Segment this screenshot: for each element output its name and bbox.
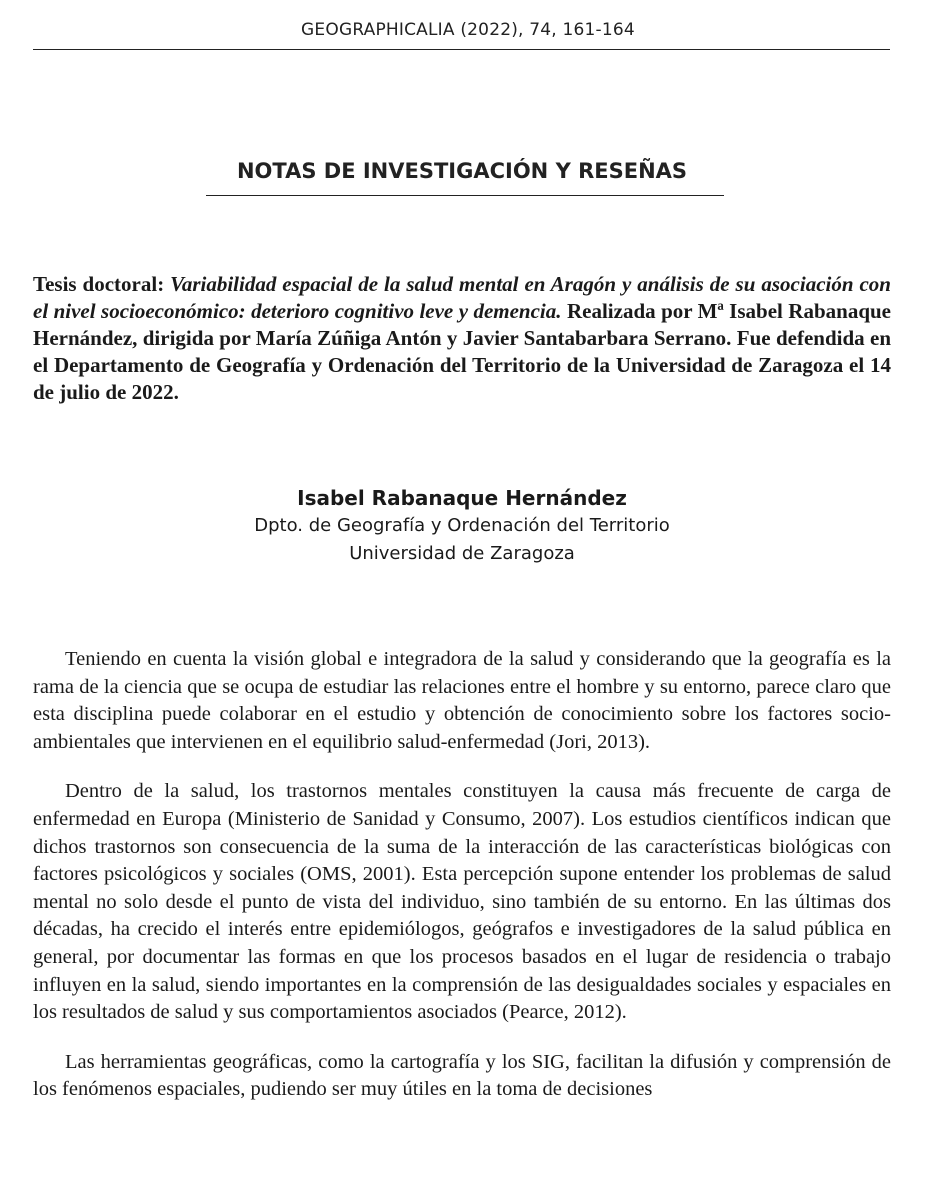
body-text: [33, 646, 891, 1126]
thesis-description: [33, 271, 891, 406]
section-title: NOTAS DE INVESTIGACIÓN Y RESEÑAS: [236, 159, 688, 183]
author-block: [0, 484, 924, 568]
header-rule: [33, 49, 890, 50]
paragraph-3: Las herramientas geográficas, como la cartografía y los SIG, facilitan la difusión y comprensión de los fenómenos espaciales, pudiendo ser muy útiles en la toma de decisiones: [33, 1050, 891, 1101]
thesis-details: Realizada por Mª Isabel Rabanaque Hernández, dirigida por María Zúñiga Antón y Javier Santabarbara Serrano. Fue defendida en el Departamento de Geografía y Ordenación del Territorio de la Universidad de Zaragoza el 14 de julio de 2022.: [33, 299, 892, 404]
author-university: Universidad de Zaragoza: [349, 543, 575, 564]
author-department: Dpto. de Geografía y Ordenación del Territorio: [254, 515, 670, 536]
author-name: Isabel Rabanaque Hernández: [297, 486, 627, 510]
thesis-title: Variabilidad espacial de la salud mental en Aragón y análisis de su asociación con el nivel socioeconómico: deterioro cognitivo leve y demencia.: [33, 272, 891, 323]
paragraph-1: Teniendo en cuenta la visión global e integradora de la salud y considerando que la geografía es la rama de la ciencia que se ocupa de estudiar las relaciones entre el hombre y su entorno, parece claro que esta disciplina puede colaborar en el estudio y obtención de conocimiento sobre los factores socio-ambientales que intervienen en el equilibrio salud-enfermedad (Jori, 2013).: [33, 648, 891, 753]
paragraph-2: Dentro de la salud, los trastornos mentales constituyen la causa más frecuente de carga de enfermedad en Europa (Ministerio de Sanidad y Consumo, 2007). Los estudios científicos indican que dichos trastornos son consecuencia de la suma de la interacción de las características biológicas con factores psicológicos y sociales (OMS, 2001). Esta percepción supone entender los problemas de salud mental no solo desde el punto de vista del individuo, sino también de su entorno. En las últimas dos décadas, ha crecido el interés entre epidemiólogos, geógrafos e investigadores de la salud pública en general, por documentar las formas en que los procesos basados en el lugar de residencia o trabajo influyen en la salud, siendo importantes en la comprensión de las desigualdades sociales y espaciales en los resultados de salud y sus comportamientos asociados (Pearce, 2012).: [33, 780, 891, 1024]
section-title-underline: [206, 195, 724, 196]
running-header: GEOGRAPHICALIA (2022), 74, 161-164: [301, 20, 635, 40]
thesis-label: Tesis doctoral:: [33, 272, 165, 296]
